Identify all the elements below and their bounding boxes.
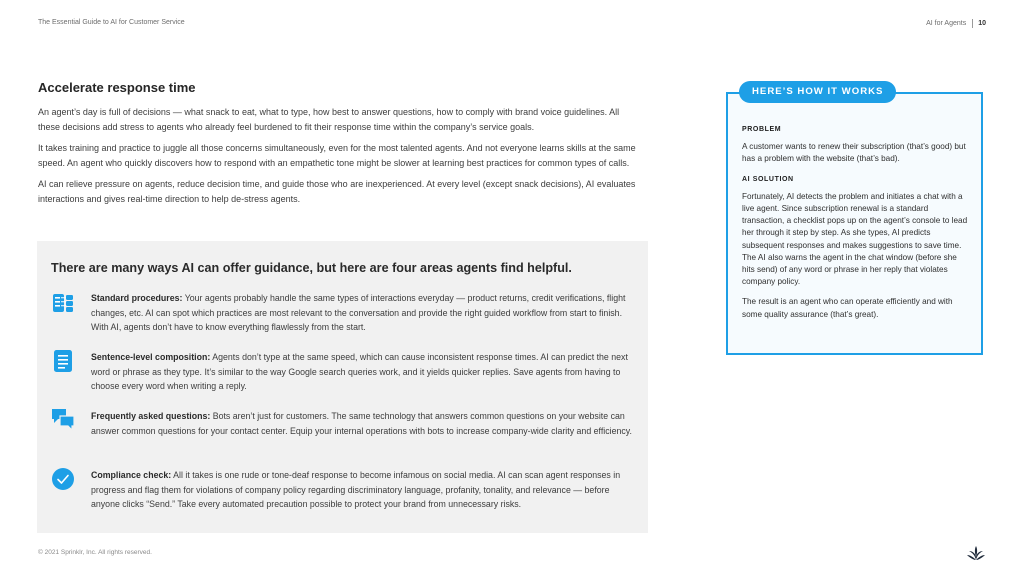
guidance-title: There are many ways AI can offer guidance, but here are four areas agents find helpful. bbox=[51, 261, 572, 275]
area-compliance-check bbox=[91, 468, 636, 512]
area-text: Bots aren’t just for customers. The same technology that answers common questions on your website can answer common questions for your contact center. Equip your internal operations with bots to increase company-wide clarity and efficiency. bbox=[91, 411, 632, 436]
page-number: 10 bbox=[978, 20, 986, 27]
workflow-icon bbox=[51, 291, 75, 315]
header-divider bbox=[972, 19, 973, 28]
document-title: The Essential Guide to AI for Customer Service bbox=[38, 19, 185, 26]
copyright: © 2021 Sprinklr, Inc. All rights reserved. bbox=[38, 549, 152, 556]
sprinklr-logo-icon bbox=[966, 545, 986, 561]
area-faq bbox=[91, 409, 636, 438]
guidance-panel bbox=[37, 241, 648, 533]
area-heading: Sentence-level composition: bbox=[91, 352, 211, 362]
area-standard-procedures bbox=[91, 291, 636, 335]
area-text: Agents don’t type at the same speed, which can cause inconsistent response times. AI can predict the next word or phrase as they type. It’s similar to the way Google search queries work, and it yields quicker replies. Save agents from having to choose every word when writing a reply. bbox=[91, 352, 628, 392]
area-sentence-composition bbox=[91, 350, 636, 394]
section-title: Accelerate response time bbox=[38, 80, 196, 95]
problem-label: PROBLEM bbox=[742, 126, 782, 133]
intro-paragraph: AI can relieve pressure on agents, reduce decision time, and guide those who are inexperienced. At every level (except snack decisions), AI evaluates interactions and gives real-time direction to help de-stress agents. bbox=[38, 179, 636, 204]
area-heading: Frequently asked questions: bbox=[91, 411, 211, 421]
solution-text: Fortunately, AI detects the problem and initiates a chat with a live agent. Since subscription renewal is a standard transaction, a checklist pops up on the agent’s console to lead her through it step by step. As she types, AI predicts subsequent responses and makes suggestions to save time. The AI also warns the agent in the chat window (before she hits send) of any word or phrase in her reply that violates company policy. bbox=[742, 191, 968, 287]
area-text: Your agents probably handle the same types of interactions everyday — product returns, credit verifications, flight changes, etc. AI can spot which practices are most relevant to the conversation and provide the right guided workflow from start to finish. With AI, agents don’t have to know everything flawlessly from the start. bbox=[91, 293, 626, 333]
section-name: AI for Agents bbox=[926, 20, 967, 27]
chat-bubbles-icon bbox=[51, 407, 75, 431]
how-it-works-pill: HERE’S HOW IT WORKS bbox=[739, 81, 896, 103]
area-heading: Compliance check: bbox=[91, 470, 172, 480]
result-text: The result is an agent who can operate efficiently and with some quality assurance (that’s great). bbox=[742, 297, 953, 319]
document-lines-icon bbox=[51, 349, 75, 373]
page-header-right bbox=[926, 19, 986, 28]
how-it-works-content bbox=[742, 124, 970, 329]
intro-paragraph: An agent’s day is full of decisions — what snack to eat, what to type, how best to answer questions, how to comply with brand voice guidelines. All these decisions add stress to agents who already feel burdened to fit their response time within the company’s service goals. bbox=[38, 107, 620, 132]
checkmark-circle-icon bbox=[51, 467, 75, 491]
intro-paragraph: It takes training and practice to juggle all those concerns simultaneously, even for the most talented agents. And not everyone learns skills at the same speed. An agent who quickly discovers how to respond with an empathetic tone might be slower at learning best practices for common types of calls. bbox=[38, 143, 636, 168]
intro-text bbox=[38, 105, 642, 213]
area-heading: Standard procedures: bbox=[91, 293, 183, 303]
solution-label: AI SOLUTION bbox=[742, 175, 794, 183]
area-text: All it takes is one rude or tone-deaf response to become infamous on social media. AI can scan agent responses in progress and flag them for violations of company policy regarding discriminatory language, profanity, tonality, and relevance — before anyone clicks “Send.” Take every automated precaution possible to protect your brand from unnecessary risks. bbox=[91, 470, 621, 510]
problem-text: A customer wants to renew their subscription (that’s good) but has a problem with the website (that’s bad). bbox=[742, 142, 966, 164]
